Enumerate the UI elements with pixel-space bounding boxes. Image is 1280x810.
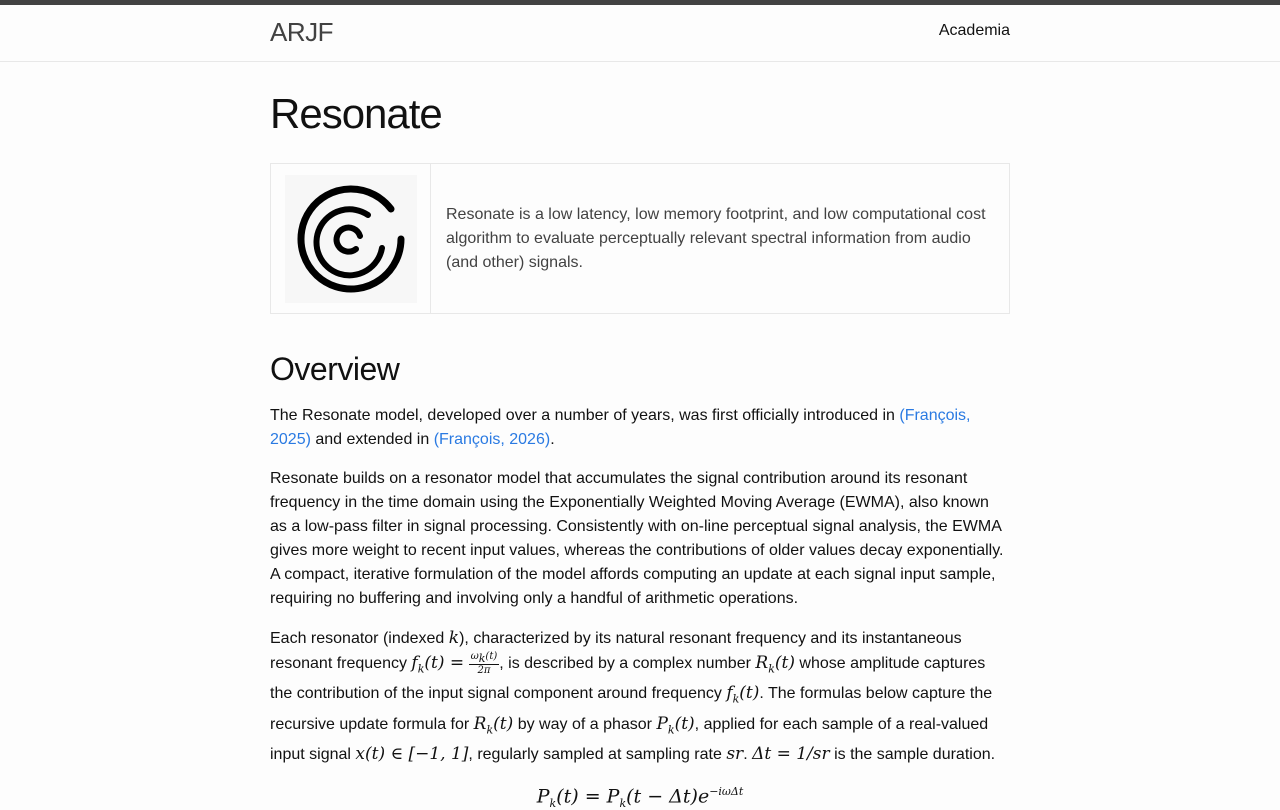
p1-text-middle: and extended in: [310, 431, 434, 448]
p3-text-9: .: [743, 746, 753, 764]
site-title-link[interactable]: ARJF: [270, 17, 333, 47]
overview-paragraph-3: [270, 626, 1010, 767]
p3-text-1: Each resonator (indexed: [270, 630, 449, 647]
logo-background: [285, 175, 417, 303]
math-k: k: [448, 628, 460, 648]
math-fk-2: $f_k(t)$: [726, 683, 760, 706]
math-sr: sr: [726, 744, 744, 765]
p3-text-2: ), characterized by its natural resonant frequency and its instantaneous resonant frequency: [270, 630, 962, 672]
p3-text-10: is the sample duration.: [829, 746, 996, 764]
overview-paragraph-2: Resonate builds on a resonator model that accumulates the signal contribution around its resonant frequency in the time domain using the Exponentially Weighted Moving Average (EWMA), also known as a low-pass filter in signal processing. Consistently with on-line perceptual signal analysis, the EWMA gives more weight to recent input values, whereas the contributions of older values decay exponentially. A compact, iterative formulation of the model affords computing an update at each signal input sample, requiring no buffering and involving only a handful of arithmetic operations.: [270, 470, 1004, 607]
nav-link-academia[interactable]: Academia: [938, 22, 1010, 39]
p1-text-before: The Resonate model, developed over a number of years, was first officially introduced in: [270, 407, 900, 424]
p3-text-7: , applied for each sample of a real-valued input signal: [270, 715, 989, 764]
p3-text-5: . The formulas below capture the recursive update formula for: [270, 685, 993, 733]
p3-text-4: whose amplitude captures the contribution of the input signal component around frequency: [270, 655, 986, 703]
phasor-equation: $P_k(t) = P_k(t - \Delta t)e^{-i\omega\Delta t}$: [536, 785, 744, 810]
math-Rk: $R_k(t)$: [755, 653, 795, 676]
p1-text-after: .: [550, 431, 555, 448]
section-heading-overview: Overview: [270, 351, 400, 387]
math-fraction-omega: $\frac{\omega_k(t)}{2\pi}$: [470, 651, 498, 677]
site-header: [0, 5, 1280, 62]
concentric-spiral-logo-icon: [296, 184, 406, 294]
math-Rk-2: $R_k(t)$: [473, 713, 514, 737]
overview-paragraph-1: [270, 404, 1010, 452]
intro-description: Resonate is a low latency, low memory footprint, and low computational cost algorithm to evaluate perceptually relevant spectral information from audio (and other) signals.: [446, 205, 986, 271]
intro-logo-cell: [271, 164, 431, 313]
math-x-range: x(t) ∈ [−1, 1]: [355, 744, 469, 765]
intro-box: [270, 163, 1010, 314]
math-Pk: $P_k(t)$: [656, 713, 695, 737]
p3-text-6: by way of a phasor: [513, 715, 657, 733]
math-delta-t: Δt = 1/sr: [752, 744, 830, 765]
citation-link-2026[interactable]: (François, 2026): [433, 431, 551, 448]
p3-text-8: , regularly sampled at sampling rate: [468, 746, 727, 764]
p3-text-3: , is described by a complex number: [499, 655, 756, 672]
citation-link-2025[interactable]: (François, 2025): [270, 407, 971, 448]
main-content: [270, 89, 1010, 810]
math-fk: $f_k(t)$ =: [411, 653, 465, 676]
page-title: Resonate: [270, 90, 442, 137]
